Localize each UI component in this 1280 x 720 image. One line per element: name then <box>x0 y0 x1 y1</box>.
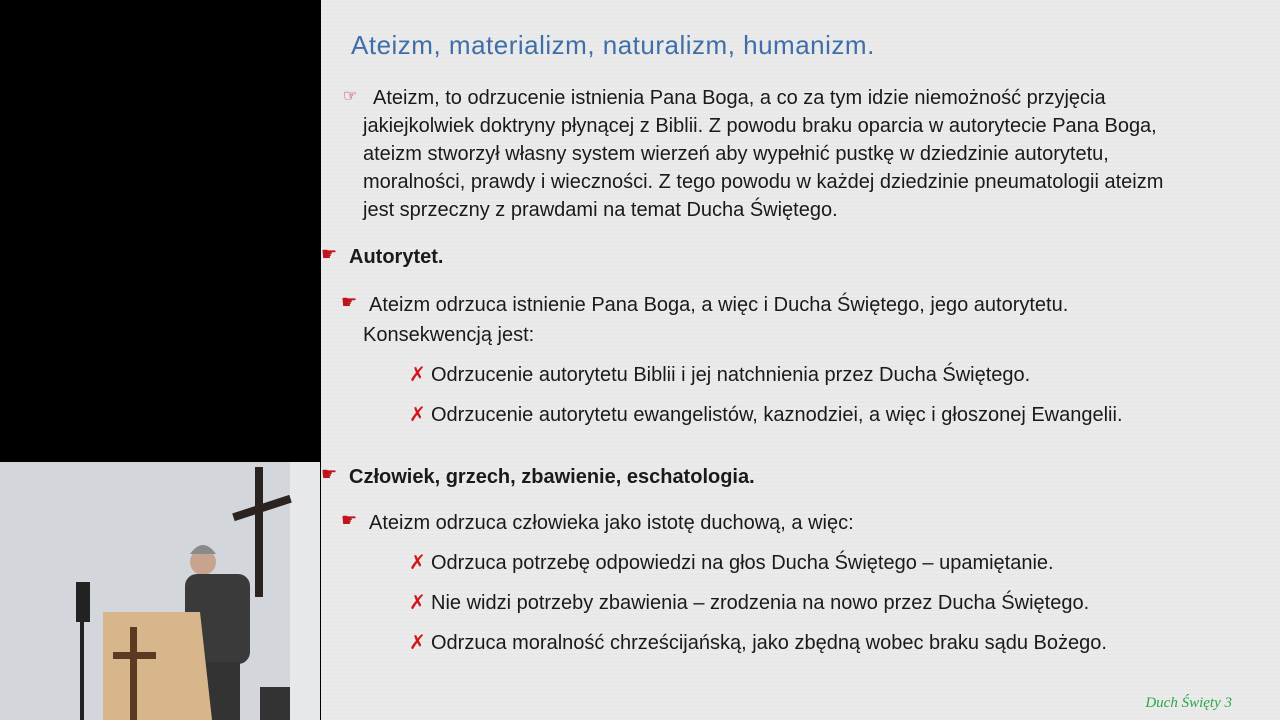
slide-title: Ateizm, materializm, naturalizm, humanizm. <box>351 30 875 60</box>
point-line: Konsekwencją jest: <box>363 324 535 346</box>
lectern <box>103 612 212 720</box>
pointing-hand-icon: ☞ <box>343 88 358 105</box>
section-heading-authority: Autorytet. <box>349 246 444 268</box>
intro-line: jest sprzeczny z prawdami na temat Ducha Świętego. <box>363 199 838 221</box>
cross-mark-icon: ✗ <box>409 592 426 614</box>
subpoint: Nie widzi potrzeby zbawienia – zrodzenia na nowo przez Ducha Świętego. <box>431 592 1090 614</box>
slide-footer: Duch Święty 3 <box>1145 695 1232 711</box>
wall-cross <box>255 467 263 597</box>
section-heading-human: Człowiek, grzech, zbawienie, eschatologia. <box>349 466 755 488</box>
speaker-video <box>0 462 320 720</box>
cross-mark-icon: ✗ <box>409 404 426 426</box>
intro-line: Ateizm, to odrzucenie istnienia Pana Boga, a co za tym idzie niemożność przyjęcia <box>373 87 1106 109</box>
subpoint: Odrzucenie autorytetu Biblii i jej natchnienia przez Ducha Świętego. <box>431 364 1031 386</box>
point-line: Ateizm odrzuca człowieka jako istotę duchową, a więc: <box>369 512 854 534</box>
point-line: Ateizm odrzuca istnienie Pana Boga, a więc i Ducha Świętego, jego autorytetu. <box>369 294 1069 316</box>
intro-line: jakiejkolwiek doktryny płynącej z Biblii. Z powodu braku oparcia w autorytecie Pana Boga, <box>363 115 1157 137</box>
speaker-scene <box>0 462 320 720</box>
subpoint: Odrzuca moralność chrześcijańską, jako zbędną wobec braku sądu Bożego. <box>431 632 1107 654</box>
cross-mark-icon: ✗ <box>409 632 426 654</box>
pointing-hand-icon: ☛ <box>321 244 338 264</box>
subpoint: Odrzuca potrzebę odpowiedzi na głos Ducha Świętego – upamiętanie. <box>431 552 1054 574</box>
cross-mark-icon: ✗ <box>409 364 426 386</box>
pointing-hand-icon: ☛ <box>341 292 358 312</box>
intro-line: moralności, prawdy i wieczności. Z tego powodu w każdej dziedzinie pneumatologii ateizm <box>363 171 1164 193</box>
intro-line: ateizm stworzył własny system wierzeń aby wypełnić pustkę w dziedzinie autorytetu, <box>363 143 1109 165</box>
cross-mark-icon: ✗ <box>409 552 426 574</box>
presentation-slide <box>321 0 1280 720</box>
pointing-hand-icon: ☛ <box>341 510 358 530</box>
black-area <box>0 0 320 462</box>
subpoint: Odrzucenie autorytetu ewangelistów, kaznodziei, a więc i głoszonej Ewangelii. <box>431 404 1123 426</box>
pointing-hand-icon: ☛ <box>321 464 338 484</box>
